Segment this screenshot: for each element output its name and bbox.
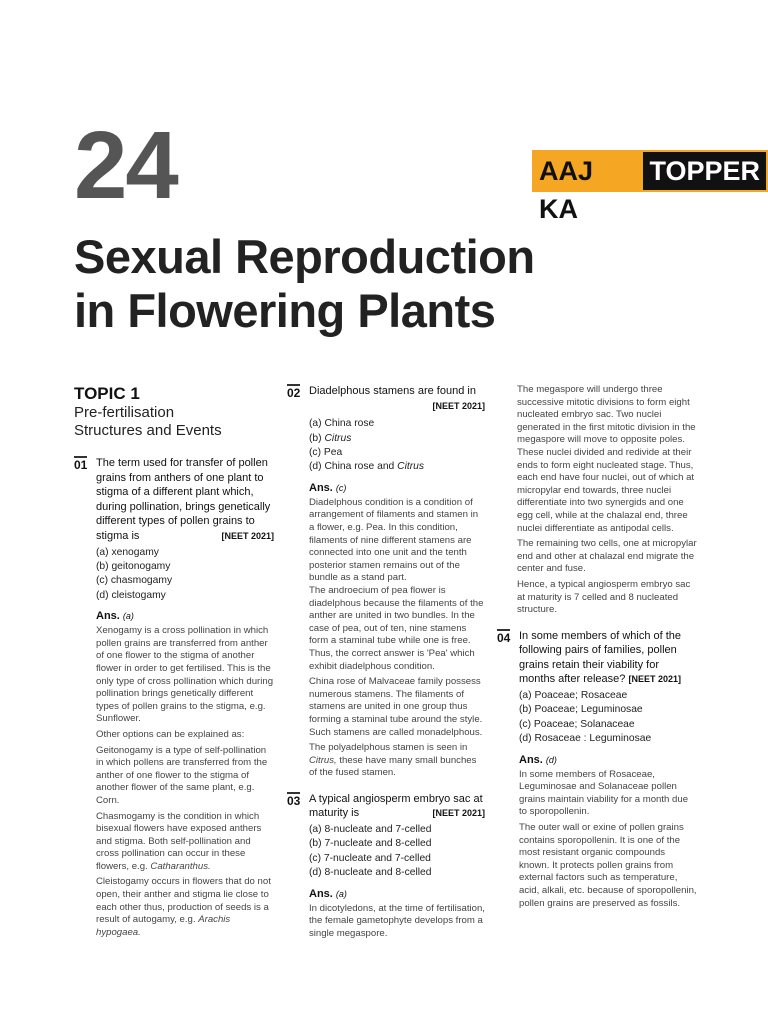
exam-tag: [NEET 2021] bbox=[221, 530, 274, 541]
explanation-para: Diadelphous condition is a condition of arrangement of filaments and stamen in a flower, e.g. Pea. In this condition, filaments of nine different stamens are connected into one unit and the tenth posterior stamen remains out of the bundle as a stand part. bbox=[309, 496, 479, 584]
question-text-body: The term used for transfer of pollen grains from anthers of one plant to stigma of a different plant which, during pollination, brings genetically different types of pollen grains to stigma is bbox=[96, 457, 271, 542]
option-d: (d) Rosaceae : Leguminosae bbox=[519, 733, 652, 745]
answer-label: Ans. bbox=[309, 887, 333, 900]
chapter-title-line1: Sexual Reproduction bbox=[74, 230, 535, 283]
question-text bbox=[96, 456, 274, 544]
answer-value: (a) bbox=[122, 611, 134, 622]
option-a: (a) China rose bbox=[309, 418, 375, 430]
answer bbox=[287, 887, 485, 901]
explanation-para: The androecium of pea flower is diadelphous because the filaments of the anther are united in two bundles. In the case of pea, out of ten, nine stamens form a staminal tube while one is free. Thus, the correct answer is 'Pea' which exhibit diadelphous condition. bbox=[309, 584, 484, 672]
answer-value: (c) bbox=[335, 482, 347, 493]
answer-label: Ans. bbox=[96, 610, 120, 623]
explanation-para: In some members of Rosaceae, Leguminosae and Solanaceae pollen grains maintain viability for a month due to sporopollenin. bbox=[519, 768, 689, 818]
question-text-body: Diadelphous stamens are found in bbox=[309, 385, 476, 397]
option-d: (d) 8-nucleate and 8-celled bbox=[309, 867, 432, 879]
option-italic: Citrus bbox=[397, 461, 425, 473]
options-list bbox=[287, 823, 485, 881]
question-text-body: In some members of which of the following pairs of families, pollen grains retain their viability for months after release? bbox=[519, 629, 682, 686]
explanation-italic: Citrus, bbox=[309, 754, 337, 766]
explanation-text: Chasmogamy is the condition in which bisexual flowers have exposed anthers and stigma. Both self-pollination and cross pollination can occur in these flowers, e.g. bbox=[96, 810, 262, 872]
option-label: (b) bbox=[309, 432, 322, 444]
answer-label: Ans. bbox=[519, 753, 543, 766]
answer bbox=[74, 609, 274, 623]
explanation-italic: Catharanthus. bbox=[150, 860, 211, 872]
option-c: (c) Pea bbox=[309, 447, 343, 458]
explanation bbox=[287, 903, 485, 941]
question-4 bbox=[497, 629, 697, 687]
option-b: (b) 7-nucleate and 8-celled bbox=[309, 838, 432, 850]
option-c: (c) Poaceae; Solanaceae bbox=[519, 718, 635, 730]
topic-subtitle-line1: Pre-fertilisation bbox=[74, 404, 175, 421]
option-c: (c) 7-nucleate and 7-celled bbox=[309, 852, 431, 864]
explanation-para: The remaining two cells, one at micropylar end and other at chalazal end migrate the center and fuse. bbox=[517, 538, 697, 575]
chapter-number: 24 bbox=[74, 112, 177, 219]
answer bbox=[497, 753, 697, 767]
answer-label: Ans. bbox=[309, 481, 333, 494]
option-c: (c) chasmogamy bbox=[96, 575, 173, 587]
options-list bbox=[287, 417, 485, 475]
column-3 bbox=[497, 384, 697, 913]
question-text bbox=[309, 792, 485, 821]
question-3 bbox=[287, 792, 485, 821]
column-1 bbox=[74, 384, 274, 942]
explanation bbox=[74, 625, 274, 939]
explanation bbox=[497, 769, 697, 911]
explanation-para: Other options can be explained as: bbox=[96, 728, 245, 740]
brand-logo-part1: AAJ KA bbox=[534, 152, 643, 190]
explanation-para: The outer wall or exine of pollen grains contains sporopollenin. It is one of the most resistant organic compounds known. It protects pollen grains from external factors such as temperature, acid, alkali, etc. because of sporopollenin, pollen grains are preserved as fossils. bbox=[519, 822, 697, 909]
question-text-body: A typical angiosperm embryo sac at maturity is bbox=[309, 792, 483, 820]
explanation-text: Cleistogamy occurs in flowers that do not open, their anther and stigma lie close to each other thus, production of seeds is a result of autogamy, e.g. bbox=[96, 876, 271, 926]
explanation-para: The megaspore will undergo three successive mitotic divisions to form eight nucleated embryo sac. Two nuclei generated in the first mitotic division in the megaspore will move to opposite poles. These nuclei divided and redivide at their ends to form eight nucleated stage. Thus, each end have four nuclei, out of which at micropylar end towards, three nuclei differentiate into two synergids and one egg cell, while at the chalazal end, three nuclei differentiate as antipodal cells. bbox=[517, 384, 696, 534]
explanation-italic: Arachis hypogaea. bbox=[96, 914, 231, 938]
option-a: (a) xenogamy bbox=[96, 546, 159, 558]
option-d bbox=[309, 460, 485, 474]
column-2 bbox=[287, 384, 485, 943]
question-number: 03 bbox=[287, 793, 301, 808]
explanation-para bbox=[96, 811, 274, 874]
explanation-text: The polyadelphous stamen is seen in bbox=[309, 742, 468, 754]
question-text bbox=[519, 629, 697, 687]
answer-value: (a) bbox=[335, 888, 347, 899]
explanation bbox=[287, 497, 485, 780]
chapter-title-line2: in Flowering Plants bbox=[74, 284, 496, 337]
explanation-text: these have many small bunches of the fused stamen. bbox=[309, 754, 477, 779]
topic-label: TOPIC 1 bbox=[74, 384, 140, 403]
question-2 bbox=[287, 384, 485, 413]
option-a: (a) Poaceae; Rosaceae bbox=[519, 690, 628, 702]
explanation-para: China rose of Malvaceae family possess numerous stamens. The filaments of stamens are united in one group thus forming a staminal tube around the style. Such stamens are called monadelphous. bbox=[309, 676, 483, 738]
option-a: (a) 8-nucleate and 7-celled bbox=[309, 824, 432, 836]
brand-logo bbox=[532, 150, 768, 224]
answer bbox=[287, 481, 485, 495]
option-b: (b) geitonogamy bbox=[96, 560, 171, 572]
option-italic: Citrus bbox=[324, 432, 352, 444]
topic-subtitle-line2: Structures and Events bbox=[74, 422, 222, 439]
question-1 bbox=[74, 456, 274, 544]
question-number: 01 bbox=[74, 458, 88, 472]
topic-subtitle bbox=[74, 404, 274, 440]
exam-tag: [NEET 2021] bbox=[432, 808, 485, 819]
explanation-para bbox=[309, 742, 485, 780]
explanation-para: Hence, a typical angiosperm embryo sac at maturity is 7 celled and 8 nucleated structure. bbox=[517, 578, 691, 616]
options-list bbox=[74, 546, 274, 604]
chapter-title bbox=[74, 230, 694, 338]
option-b: (b) Poaceae; Leguminosae bbox=[519, 704, 643, 716]
question-number: 04 bbox=[497, 630, 511, 645]
option-b bbox=[309, 432, 485, 446]
option-d: (d) cleistogamy bbox=[96, 589, 166, 601]
question-number: 02 bbox=[287, 386, 301, 400]
explanation-continued bbox=[497, 384, 697, 617]
explanation-para: Xenogamy is a cross pollination in which pollen grains are transferred from anther of one flower to the stigma of another flower in order to get fertilised. This is the only type of cross pollination which during pollination brings genetically different types of pollen grains to the stigma, e.g. Sunflower. bbox=[96, 625, 274, 725]
brand-logo-part2: TOPPER bbox=[643, 152, 766, 190]
explanation-para: In dicotyledons, at the time of fertilisation, the female gametophyte develops from a single megaspore. bbox=[309, 902, 485, 939]
answer-value: (d) bbox=[545, 754, 557, 765]
question-text bbox=[309, 384, 485, 413]
option-label: (d) China rose and bbox=[309, 461, 395, 473]
explanation-para: Geitonogamy is a type of self-pollination in which pollens are transferred from the anther of one flower to the stigma of another flower of the same plant, e.g. Corn. bbox=[96, 744, 268, 806]
exam-tag: [NEET 2021] bbox=[628, 674, 681, 685]
explanation-para bbox=[96, 876, 274, 939]
options-list bbox=[497, 689, 697, 747]
exam-tag: [NEET 2021] bbox=[432, 400, 485, 411]
